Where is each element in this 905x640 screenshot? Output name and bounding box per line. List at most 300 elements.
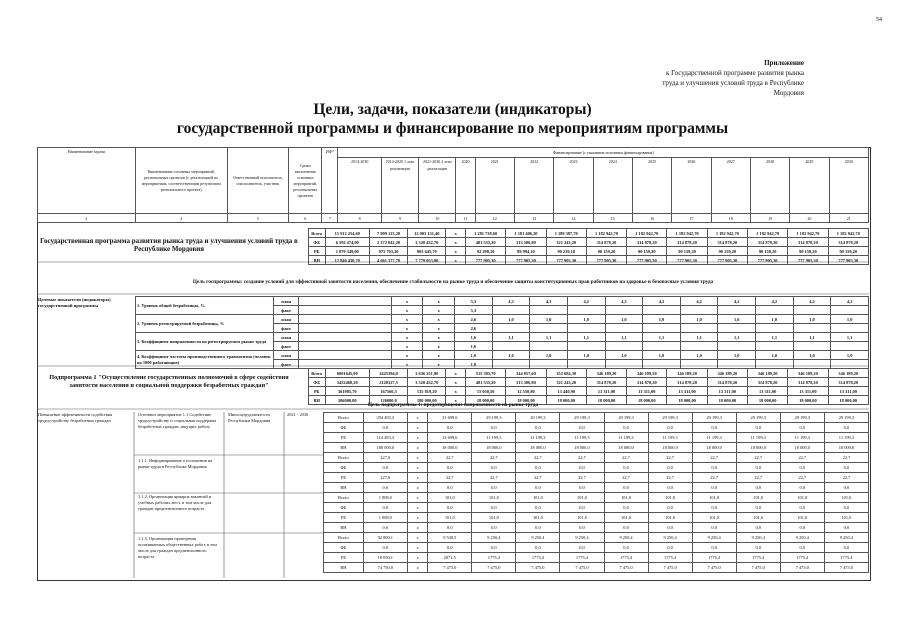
value-cell: 314 878,20 (828, 378, 868, 387)
header-year: 2026 (672, 158, 711, 214)
value-cell: 22,7 (604, 453, 648, 463)
indicator-value: х (423, 315, 455, 324)
value-cell: 0,0 (516, 423, 560, 433)
value-cell: 346 189,20 (707, 369, 747, 378)
value-cell: 9 250,4 (736, 533, 780, 543)
value-cell: 346 189,20 (828, 369, 868, 378)
value-cell: 777 905,30 (586, 256, 626, 265)
value-cell: 101,0 (736, 493, 780, 503)
value-cell: 0,0 (692, 543, 736, 553)
value-cell: 18 000,0 (472, 443, 516, 453)
value-cell: 18 000,00 (828, 396, 868, 405)
value-cell: 0,0 (428, 543, 472, 553)
value-cell: 18 000,00 (546, 396, 586, 405)
value-cell: 18 000,00 (667, 396, 707, 405)
state-program-title: Государственная программа развития рынка труда и улучшения условий труда в Республике Мордовия (40, 237, 298, 253)
indicator-value: 1,6 (455, 342, 493, 351)
indicator-value: 4,2 (680, 297, 718, 306)
value-cell: 13 311,00 (627, 387, 667, 396)
value-cell: 1775,4 (516, 553, 560, 563)
value-cell: 7 475,0 (648, 563, 692, 573)
header-financing: Финансирование (с указанием источника финансирования) (338, 148, 869, 158)
executor-name: Минсоцтрудзанятости Республики Мордовия (228, 412, 271, 423)
indicator-value: 1,0 (530, 315, 568, 324)
source-cell: Всего (309, 229, 326, 238)
value-cell: 0,0 (692, 463, 736, 473)
indicator-value: 1,1 (492, 333, 530, 342)
column-number: 7 (322, 214, 338, 223)
value-cell: 227,0 (363, 473, 407, 483)
value-cell: 2120327,5 (369, 378, 407, 387)
value-cell: 314 878,20 (707, 238, 747, 247)
value-cell: 344 057,60 (506, 369, 546, 378)
value-cell: 0,0 (472, 543, 516, 553)
source-cell: ФБ (324, 463, 364, 473)
value-cell: 11 199,3 (560, 433, 604, 443)
value-cell: 1 182 942,70 (707, 229, 747, 238)
value-cell: 0,0 (824, 483, 868, 493)
indicator-value: х (391, 297, 423, 306)
indicator-value: 1,0 (492, 315, 530, 324)
value-cell: 0,0 (428, 423, 472, 433)
column-number: 11 (456, 214, 475, 223)
indicator-value: 4,2 (831, 297, 869, 306)
value-cell: 3 320 432,70 (408, 238, 446, 247)
value-cell: 29 199,3 (692, 413, 736, 423)
value-cell: 114 493,3 (363, 433, 407, 443)
value-cell: 101,0 (516, 513, 560, 523)
value-cell: 0,0 (692, 503, 736, 513)
indicator-value: 5,3 (455, 306, 493, 315)
header-executor: Ответственный исполнитель, соисполнитель, участник (227, 148, 289, 214)
indicator-value: 1,1 (530, 333, 568, 342)
indicator-value: 1,1 (756, 333, 794, 342)
value-cell: 0,0 (780, 483, 824, 493)
value-cell: 0,0 (560, 483, 604, 493)
value-cell: 90 159,20 (747, 247, 787, 256)
value-cell: 0,0 (648, 523, 692, 533)
indicator-value: х (391, 324, 423, 333)
value-cell: 9 250,4 (780, 533, 824, 543)
source-cell: ВН (309, 396, 326, 405)
indicator-value: х (423, 306, 455, 315)
indicator-value: 1,0 (831, 315, 869, 324)
sub-event-name: 1.1.3. Организация проведения оплачиваемых общественных работ, в том числе для граждан предпенсионного возраста (138, 536, 217, 559)
value-cell: 18 000,00 (707, 396, 747, 405)
indicator-name: 1. Уровень общей безработицы, % (136, 297, 274, 315)
value-cell: 13 311,00 (788, 387, 828, 396)
value-cell: 29 199,3 (604, 413, 648, 423)
value-cell: 22,7 (472, 453, 516, 463)
value-cell: 13 311,00 (707, 387, 747, 396)
value-cell: 0,0 (648, 503, 692, 513)
value-cell: 29 199,3 (472, 413, 516, 423)
value-cell: 777 905,30 (788, 256, 828, 265)
value-cell: 13 440,90 (546, 387, 586, 396)
value-cell: 0,0 (472, 463, 516, 473)
value-cell: 0,0 (516, 463, 560, 473)
value-cell: 361985,70 (325, 387, 369, 396)
value-cell: 346 189,20 (788, 369, 828, 378)
header-year: 2029 (790, 158, 829, 214)
value-cell: 74 750,0 (363, 563, 407, 573)
value-cell: 101,0 (428, 513, 472, 523)
indicator-name: 3. Коэффициент напряженности на регистрируемом рынке труда (136, 333, 274, 351)
source-cell: ВН (309, 256, 326, 265)
source-cell: ВН (324, 563, 364, 573)
indicator-value: 4,3 (492, 297, 530, 306)
indicator-value: 1,1 (718, 333, 756, 342)
value-cell: 18 000,0 (824, 443, 868, 453)
value-cell: 0,0 (472, 423, 516, 433)
column-number: 20 (790, 214, 829, 223)
value-cell: 12 003 131,40 (408, 229, 446, 238)
value-cell: 9 250,4 (692, 533, 736, 543)
value-cell: 90 159,20 (707, 247, 747, 256)
value-cell: 101,0 (560, 493, 604, 503)
value-cell: 3 320 432,70 (408, 378, 446, 387)
value-cell: 314 878,20 (707, 378, 747, 387)
plan-label: план (274, 315, 298, 324)
value-cell: 0,0 (648, 423, 692, 433)
header-period: Сроки выполнения основных мероприятий, региональных проектов (289, 148, 322, 214)
column-number: 12 (475, 214, 514, 223)
appendix-line: Мордовия (773, 89, 804, 97)
value-cell: 0,0 (692, 483, 736, 493)
indicator-value: 4,2 (793, 297, 831, 306)
value-cell: 0,0 (824, 523, 868, 533)
value-cell: 0,0 (560, 463, 604, 473)
value-cell: 18 000,00 (586, 396, 626, 405)
column-number: 9 (381, 214, 418, 223)
value-cell: 101,0 (648, 513, 692, 523)
title-line-1: Цели, задачи, показатели (индикаторы) (313, 101, 592, 118)
value-cell: 18 000,0 (648, 443, 692, 453)
value-cell: 515 585,70 (466, 369, 506, 378)
value-cell: 0,0 (560, 503, 604, 513)
column-number: 16 (632, 214, 671, 223)
value-cell: 321 243,20 (546, 378, 586, 387)
indicator-value: 1,0 (567, 315, 605, 324)
subprogram-1-goal: Цель подпрограммы 1: предотвращение напряженности на рынке труда (367, 402, 539, 408)
value-cell: 90 159,20 (627, 247, 667, 256)
indicator-value: 1,0 (643, 315, 681, 324)
column-number: 5 (227, 214, 289, 223)
value-cell: 101,0 (604, 493, 648, 503)
source-cell: РБ (324, 433, 364, 443)
header-year: 2021 (475, 158, 514, 214)
value-cell: х (407, 493, 427, 503)
value-cell: 22,7 (560, 473, 604, 483)
plan-label: план (274, 351, 298, 360)
value-cell: 0,0 (824, 463, 868, 473)
header-year: 2027 (711, 158, 750, 214)
value-cell: 1775,4 (560, 553, 604, 563)
column-number: 8 (338, 214, 381, 223)
indicator-value: х (391, 315, 423, 324)
value-cell: 1775,4 (736, 553, 780, 563)
value-cell: 22,7 (516, 453, 560, 463)
value-cell: 314 878,20 (747, 238, 787, 247)
indicator-value: 1,0 (492, 351, 530, 360)
appendix-line: к Государственной программе развития рынка (665, 69, 804, 77)
source-cell: Всего (324, 453, 364, 463)
indicator-value: 5,3 (455, 297, 493, 306)
value-cell: 5452468,20 (325, 378, 369, 387)
value-cell: 12 840 430,70 (325, 256, 369, 265)
header-year: 2023 (554, 158, 593, 214)
source-cell: Всего (324, 493, 364, 503)
source-cell: ФБ (324, 423, 364, 433)
indicator-value: х (423, 351, 455, 360)
value-cell: 90 159,20 (788, 247, 828, 256)
appendix-heading: Приложение (764, 59, 804, 67)
value-cell: 13 311,00 (828, 387, 868, 396)
indicator-value: 1,0 (605, 315, 643, 324)
value-cell: 101,0 (692, 493, 736, 503)
indicator-value: 1,0 (793, 315, 831, 324)
value-cell: х (446, 369, 466, 378)
value-cell: 1 182 942,70 (667, 229, 707, 238)
value-cell: 314 878,20 (667, 238, 707, 247)
value-cell: х (407, 483, 427, 493)
value-cell: 18 000,0 (428, 443, 472, 453)
value-cell: 777 905,30 (506, 256, 546, 265)
value-cell: 135 819,20 (408, 387, 446, 396)
header-year: 2024 (593, 158, 632, 214)
value-cell: 101,0 (604, 513, 648, 523)
value-cell: 777 905,30 (466, 256, 506, 265)
value-cell: 22,7 (824, 473, 868, 483)
indicator-value: 4,2 (718, 297, 756, 306)
state-program-goal: Цель госпрограммы: создание условий для эффективной занятости населения, обеспечение стабильности на рынке труда и обеспечение защиты конституционных прав работников на здоровье и безопасные условия труда (192, 279, 714, 285)
value-cell: 90 159,20 (828, 247, 868, 256)
value-cell: 9 250,4 (648, 533, 692, 543)
value-cell: 101,0 (736, 513, 780, 523)
value-cell: 0,0 (363, 463, 407, 473)
value-cell: 29 199,3 (516, 413, 560, 423)
value-cell: 1 181 406,20 (506, 229, 546, 238)
indicator-name: 2. Уровень регистрируемой безработицы, % (136, 315, 274, 333)
value-cell: 1775,4 (648, 553, 692, 563)
indicator-value: х (423, 324, 455, 333)
source-cell: ФБ (324, 543, 364, 553)
value-cell: 29 199,3 (736, 413, 780, 423)
header-year: 2014-2020 1 этап реализации (381, 158, 418, 214)
value-cell: 314 878,20 (586, 238, 626, 247)
indicator-value: 1,0 (718, 351, 756, 360)
value-cell: 18 000,00 (788, 396, 828, 405)
task-name: Повышение эффективности содействия трудоустройству безработных граждан (38, 412, 113, 423)
header-year: 2022 (514, 158, 553, 214)
indicator-value: х (391, 351, 423, 360)
indicator-name: 4. Коэффициент частоты производственного травматизма (человек на 1000 работающих) (136, 351, 274, 369)
column-number: 17 (672, 214, 711, 223)
value-cell: 1775,4 (692, 553, 736, 563)
value-cell: 18 000,00 (506, 396, 546, 405)
fact-label: факт (274, 342, 298, 351)
value-cell: 0,0 (363, 503, 407, 513)
indicator-value: 1,0 (567, 351, 605, 360)
value-cell: х (446, 229, 466, 238)
value-cell: 13 311,00 (667, 387, 707, 396)
page-number: 54 (876, 17, 882, 23)
value-cell: 18 000,00 (466, 396, 506, 405)
value-cell: 9 250,4 (560, 533, 604, 543)
value-cell: 0,0 (780, 463, 824, 473)
value-cell: 101,0 (824, 493, 868, 503)
value-cell: 101,0 (428, 493, 472, 503)
header-year: 2021-2030 2 этап реализации (419, 158, 456, 214)
value-cell: 0,0 (604, 503, 648, 513)
value-cell: 101,0 (560, 513, 604, 523)
value-cell: 6001645,90 (325, 369, 369, 378)
value-cell: 0,0 (824, 503, 868, 513)
value-cell: 1 879 349,00 (325, 247, 369, 256)
value-cell: 1 182 942,70 (828, 229, 868, 238)
indicator-value: 1,1 (680, 333, 718, 342)
value-cell: 1 281 738,60 (466, 229, 506, 238)
indicator-value: 4,3 (530, 297, 568, 306)
value-cell: 9 250,4 (604, 533, 648, 543)
column-number: 18 (711, 214, 750, 223)
fact-label: факт (274, 306, 298, 315)
value-cell: 0,0 (604, 543, 648, 553)
indicator-value: 1,1 (643, 333, 681, 342)
value-cell: 7 475,0 (560, 563, 604, 573)
header-task: Наименование задачи (38, 148, 136, 214)
value-cell: х (407, 423, 427, 433)
value-cell: 22,7 (428, 473, 472, 483)
value-cell: 4 661 377,70 (369, 256, 407, 265)
source-cell: РБ (309, 247, 326, 256)
value-cell: 22,7 (428, 453, 472, 463)
header-year: 2025 (632, 158, 671, 214)
value-cell: 11 199,3 (824, 433, 868, 443)
value-cell: х (446, 378, 466, 387)
value-cell: 0,0 (736, 523, 780, 533)
indicator-value: х (423, 360, 455, 369)
value-cell: 101,0 (780, 493, 824, 503)
value-cell: 314 878,20 (747, 378, 787, 387)
value-cell: х (407, 413, 427, 423)
value-cell: 0,0 (428, 463, 472, 473)
value-cell: 167566,5 (369, 387, 407, 396)
value-cell: 314 878,20 (828, 238, 868, 247)
value-cell: 0,0 (736, 463, 780, 473)
value-cell: 29 199,3 (780, 413, 824, 423)
value-cell: 777 905,30 (667, 256, 707, 265)
value-cell: 22,7 (692, 453, 736, 463)
value-cell: 0,0 (363, 523, 407, 533)
value-cell: 352 684,30 (546, 369, 586, 378)
fact-label: факт (274, 324, 298, 333)
value-cell: х (407, 553, 427, 563)
value-cell: 22,7 (780, 453, 824, 463)
value-cell: 90 239,10 (546, 247, 586, 256)
value-cell: 7 475,0 (516, 563, 560, 573)
value-cell: х (446, 387, 466, 396)
value-cell: 1775,4 (604, 553, 648, 563)
value-cell: 101,0 (692, 513, 736, 523)
value-cell: 11 199,3 (516, 433, 560, 443)
column-number: 2 (38, 214, 136, 223)
value-cell: 1 189 387,70 (546, 229, 586, 238)
indicator-value: 4,2 (567, 297, 605, 306)
value-cell: х (407, 453, 427, 463)
value-cell: 0,0 (516, 503, 560, 513)
value-cell: 9 250,4 (516, 533, 560, 543)
value-cell: х (407, 543, 427, 553)
value-cell: 3 636 251,90 (408, 369, 446, 378)
value-cell: 92 800,1 (363, 533, 407, 543)
plan-label: план (274, 333, 298, 342)
value-cell: х (407, 503, 427, 513)
value-cell: 0,0 (516, 543, 560, 553)
value-cell: 7 779 053,00 (408, 256, 446, 265)
main-event-name: Основное мероприятие 1.1 Содействие трудоустройству и социальная поддержка безработных граждан, ищущих работу (138, 412, 217, 429)
value-cell: 18 000,0 (736, 443, 780, 453)
indicator-value: 1,0 (718, 315, 756, 324)
value-cell: 1 008,0 (363, 513, 407, 523)
value-cell: 101,0 (648, 493, 692, 503)
value-cell: 0,0 (472, 523, 516, 533)
value-cell: 0,0 (648, 483, 692, 493)
header-source: ИФ* (322, 148, 338, 214)
header-year: 2020 (456, 158, 475, 214)
indicator-value: 1,0 (793, 351, 831, 360)
value-cell: 0,0 (363, 423, 407, 433)
value-cell: 22,7 (824, 453, 868, 463)
value-cell: 0,0 (363, 543, 407, 553)
indicator-value: 1,0 (831, 351, 869, 360)
value-cell: х (446, 396, 466, 405)
source-cell: Всего (324, 413, 364, 423)
value-cell: 0,0 (428, 503, 472, 513)
indicator-value: 1,6 (455, 333, 493, 342)
value-cell: х (446, 247, 466, 256)
value-cell: 1775,4 (824, 553, 868, 563)
column-number: 21 (829, 214, 868, 223)
subprogram-1-title: Подпрограмма 1 "Осуществление государственных полномочий в сфере содействия занятости населения и социальной поддержки безработных граждан" (49, 374, 289, 389)
source-cell: ФБ (324, 503, 364, 513)
value-cell: х (407, 433, 427, 443)
sub-event-name: 1.1.1. Информирование о положении на рынке труда в Республике Мордовия (138, 458, 213, 469)
value-cell: 777 905,30 (747, 256, 787, 265)
value-cell: 11 199,3 (472, 433, 516, 443)
value-cell: 13 311,00 (586, 387, 626, 396)
value-cell: 346 189,20 (627, 369, 667, 378)
indicator-value: 4,2 (756, 297, 794, 306)
value-cell: 0,0 (736, 423, 780, 433)
value-cell: 0,0 (560, 423, 604, 433)
column-number: 6 (289, 214, 322, 223)
value-cell: 0,0 (736, 483, 780, 493)
value-cell: х (407, 533, 427, 543)
value-cell: 7 475,0 (428, 563, 472, 573)
value-cell: 306000,00 (325, 396, 369, 405)
value-cell: 0,0 (363, 483, 407, 493)
indicator-value: 1,0 (455, 351, 493, 360)
value-cell: 0,0 (560, 543, 604, 553)
value-cell: 0,0 (560, 523, 604, 533)
value-cell: 11 199,3 (780, 433, 824, 443)
value-cell: 18 000,0 (692, 443, 736, 453)
value-cell: 13 699,6 (428, 433, 472, 443)
indicator-value: 1,0 (680, 315, 718, 324)
source-cell: РБ (324, 473, 364, 483)
source-cell: РБ (324, 553, 364, 563)
